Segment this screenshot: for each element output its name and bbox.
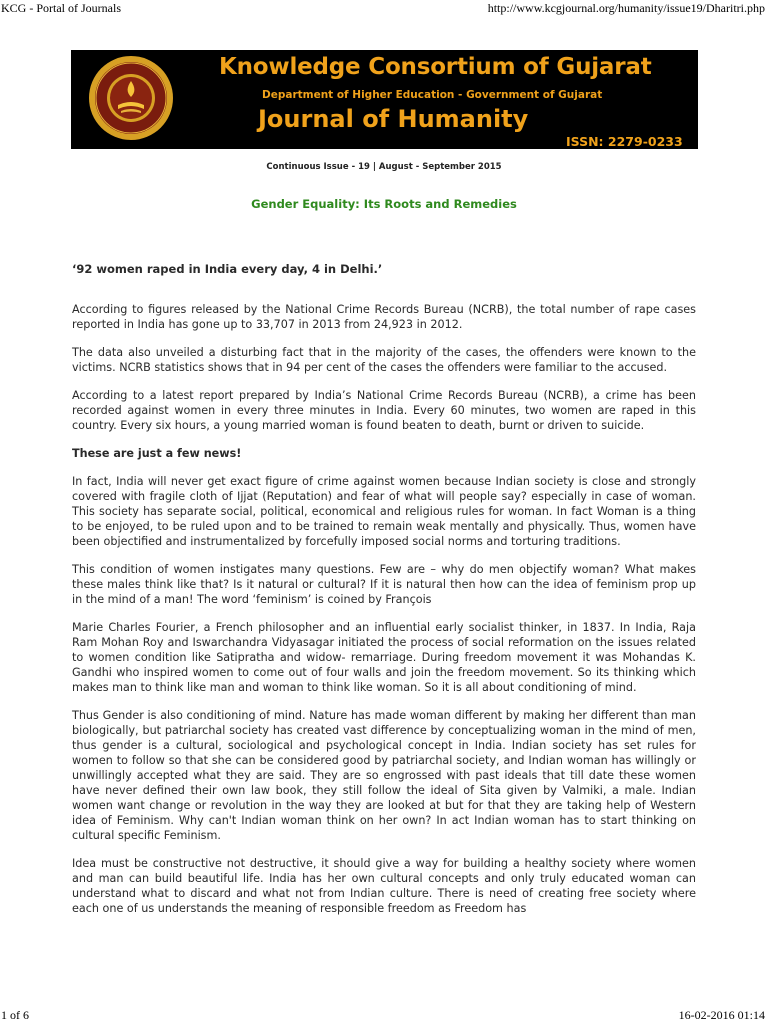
paragraph: This condition of women instigates many questions. Few are – why do men objectify woman? What makes these males think like that? Is it natural or cultural? If it is natural then how can the idea of feminism prop up in the mind of a man! The word ‘feminism’ is coined by François (72, 563, 696, 606)
issue-line: Continuous Issue - 19 | August - September 2015 (266, 162, 502, 172)
kcg-seal-logo-icon (88, 55, 174, 141)
paragraph: According to figures released by the National Crime Records Bureau (NCRB), the total number of rape cases reported in India has gone up to 33,707 in 2013 from 24,923 in 2012. (72, 303, 696, 331)
paragraph: Marie Charles Fourier, a French philosopher and an influential early socialist thinker, in 1837. In India, Raja Ram Mohan Roy and Iswarchandra Vidyasagar initiated the process of social reformation on the issues related to women condition like Satipratha and widow- remarriage. During freedom movement it was Mohandas K. Gandhi who inspired women to come out of four walls and join the freedom movement. So its thinking which makes man to think like man and woman to think like woman. So it is all about conditioning of mind. (72, 621, 696, 694)
article-title: Gender Equality: Its Roots and Remedies (251, 197, 517, 211)
print-datetime: 16-02-2016 01:14 (678, 1008, 765, 1022)
paragraph: According to a latest report prepared by India’s National Crime Records Bureau (NCRB), a crime has been recorded against women in every three minutes in India. Every 60 minutes, two women are raped in this country. Every six hours, a young married woman is found beaten to death, burnt or driven to suicide. (72, 389, 696, 432)
print-header (0, 0, 768, 16)
org-name: Knowledge Consortium of Gujarat (219, 54, 652, 80)
article-body (72, 262, 696, 929)
lead-headline: ‘92 women raped in India every day, 4 in Delhi.’ (72, 262, 383, 276)
print-page-title: KCG - Portal of Journals (1, 1, 121, 15)
page-count: 1 of 6 (1, 1008, 29, 1022)
subheading: These are just a few news! (72, 447, 242, 460)
department-name: Department of Higher Education - Government of Gujarat (262, 89, 603, 101)
paragraph: The data also unveiled a disturbing fact that in the majority of the cases, the offenders were known to the victims. NCRB statistics shows that in 94 per cent of the cases the offenders were familiar to the accused. (72, 346, 696, 374)
issn-label: ISSN: 2279-0233 (566, 134, 683, 149)
paragraph: Thus Gender is also conditioning of mind. Nature has made woman different by making her different than man biologically, but patriarchal society has created vast difference by conceptualizing woman in the mind of men, thus gender is a cultural, sociological and psychological concept in India. Indian society has set rules for women to follow so that she can be considered good by patriarchal society, and Indian woman has willingly or unwillingly accepted what they are said. They are so engrossed with past ideals that till date these women have never defined their own law book, they still follow the ideal of Sita given by Valmiki, a male. Indian women want change or revolution in the way they are looked at but for that they are taking help of Western idea of Feminism. Why can't Indian woman think on her own? In act Indian woman has to start thinking on cultural specific Feminism. (72, 709, 696, 842)
paragraph: Idea must be constructive not destructive, it should give a way for building a healthy society where women and man can build beautiful life. India has her own cultural concepts and only truly educated woman can understand what to discard and what not from Indian culture. There is need of creating free society where each one of us understands the meaning of responsible freedom as Freedom has (72, 857, 696, 915)
print-footer (0, 1008, 768, 1024)
journal-name: Journal of Humanity (258, 105, 529, 133)
paragraph: In fact, India will never get exact figure of crime against women because Indian society is close and strongly covered with fragile cloth of Ijjat (Reputation) and fear of what will people say? especially in case of woman. This society has separate social, political, economical and religious rules for woman. In fact Woman is a thing to be enjoyed, to be ruled upon and to be trained to remain weak mentally and physically. Thus, women have been objectified and instrumentalized by forcefully imposed social norms and torturing traditions. (72, 475, 696, 548)
journal-banner (71, 50, 698, 149)
print-page-url: http://www.kcgjournal.org/humanity/issue19/Dharitri.php (487, 1, 765, 15)
